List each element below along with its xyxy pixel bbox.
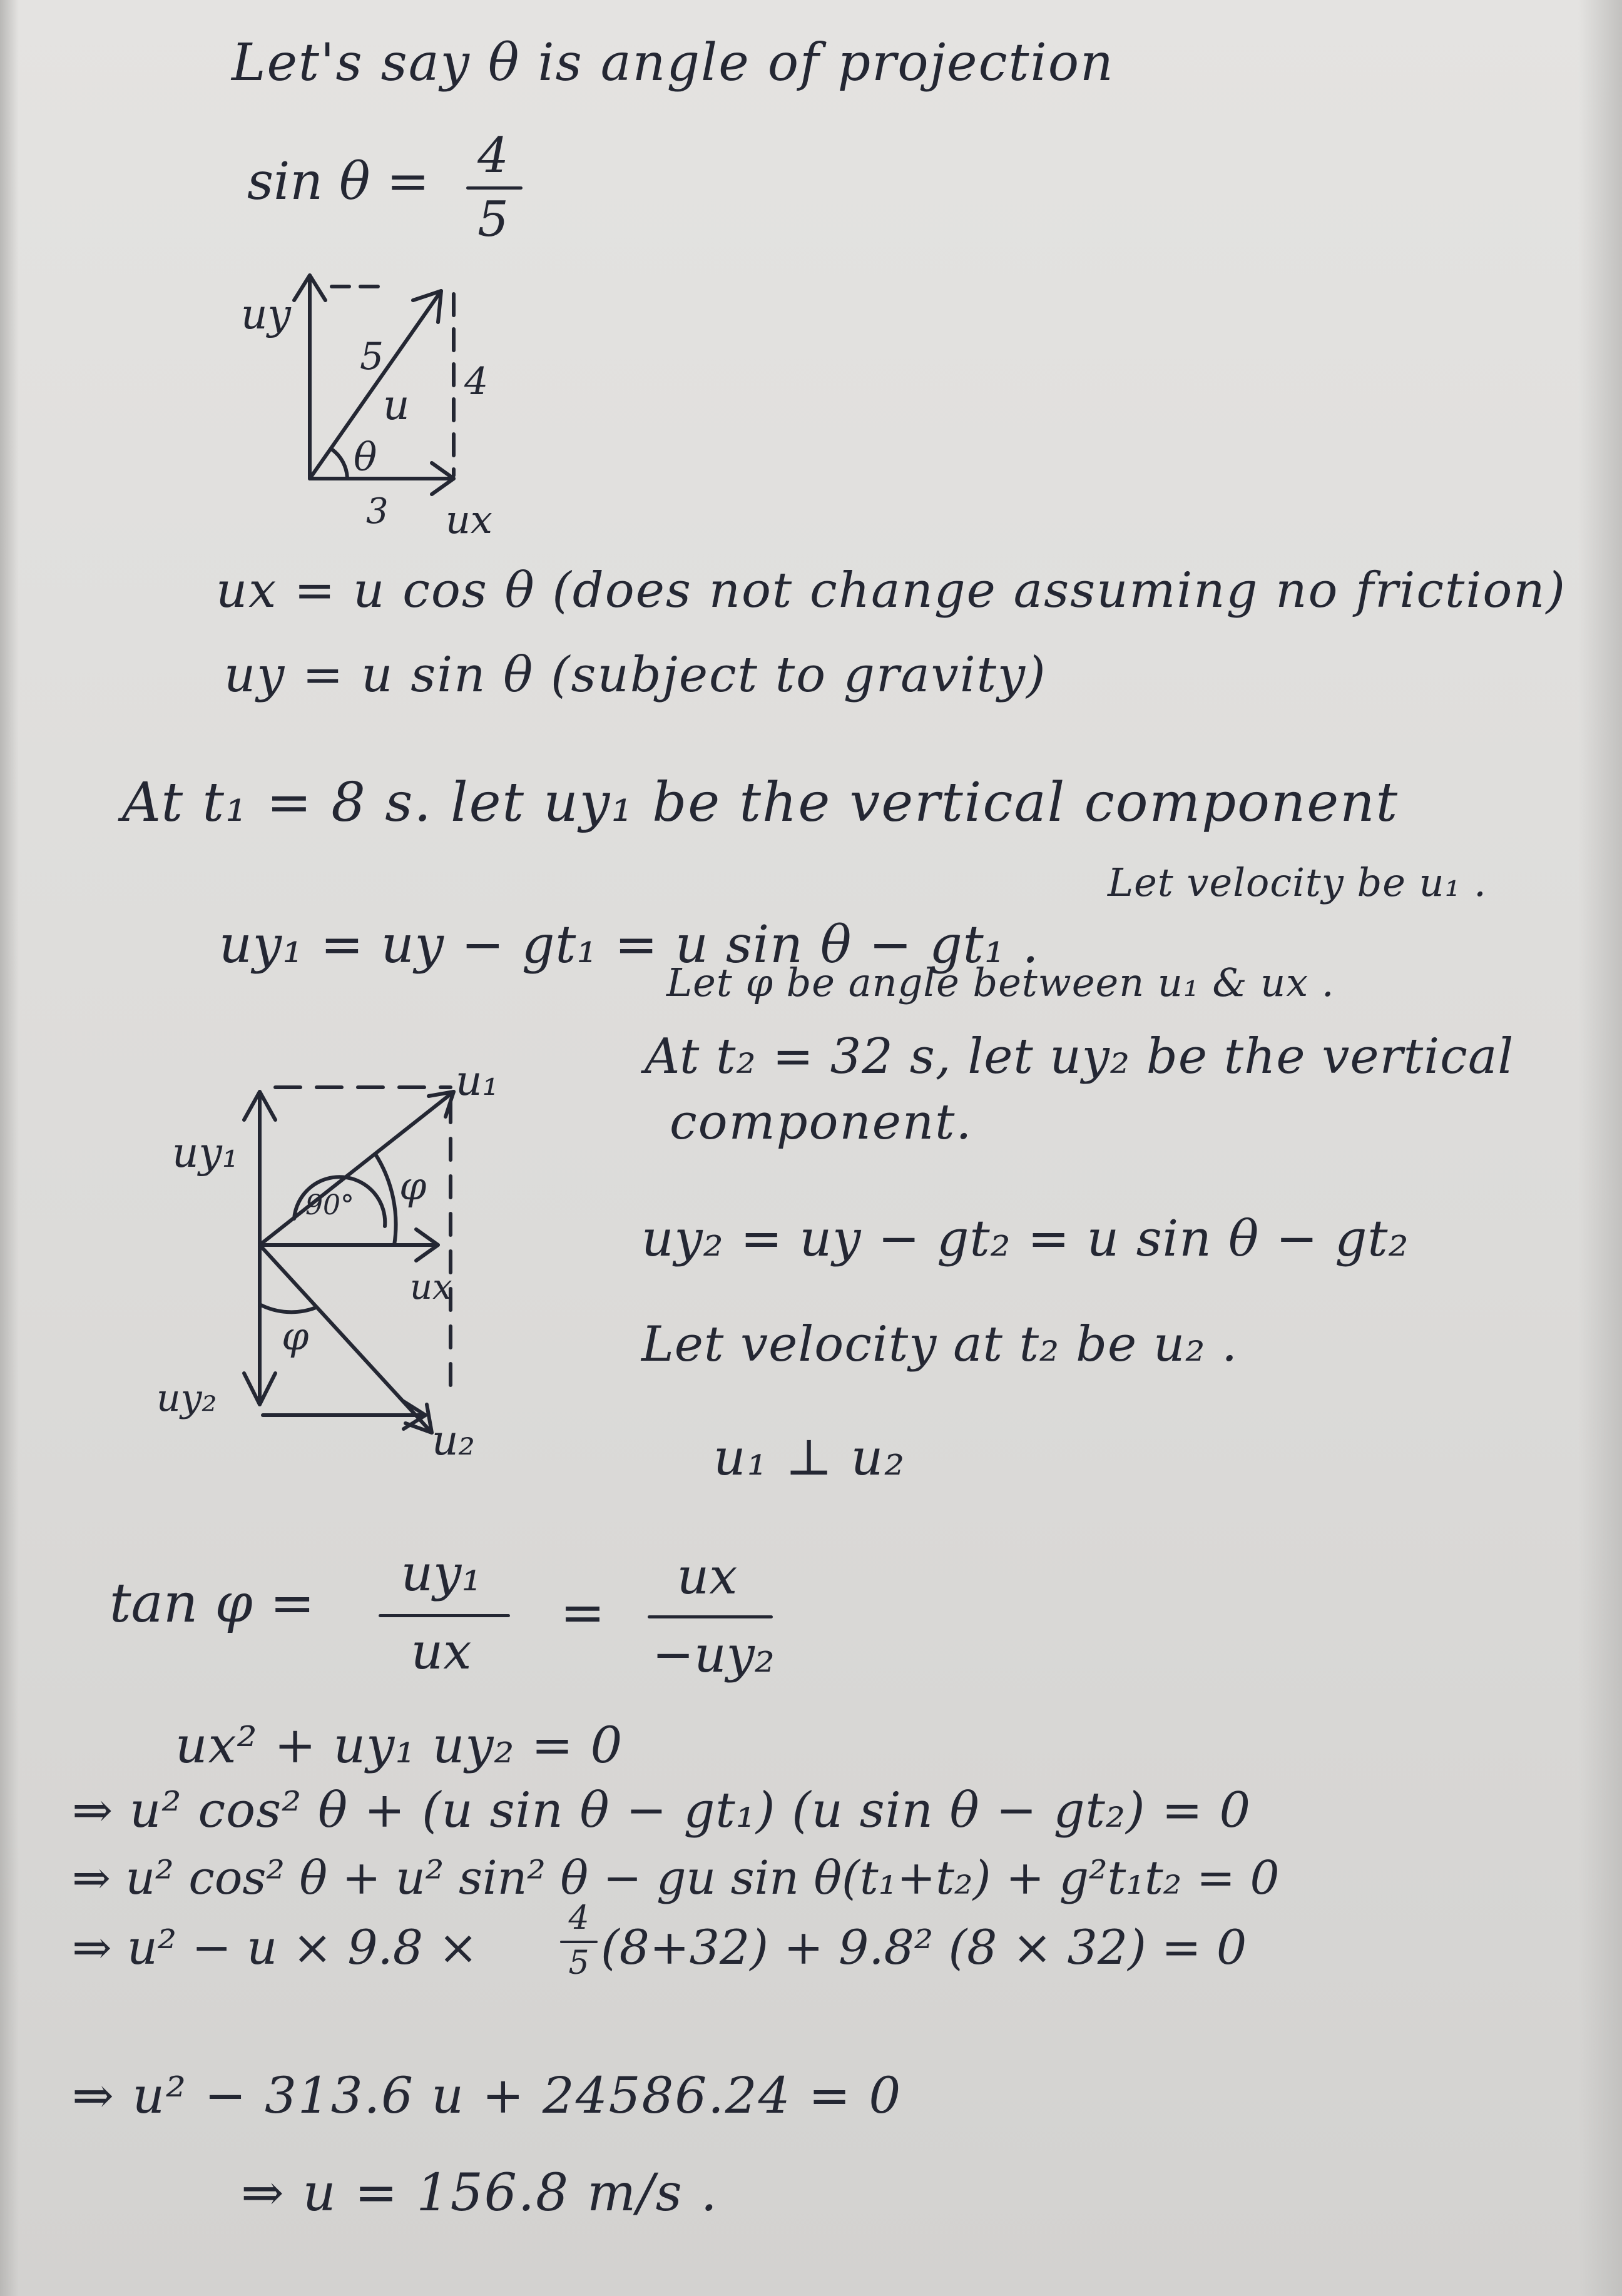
t2-statement-line1: At t₂ = 32 s, let uy₂ be the vertical [645, 1029, 1514, 1085]
tan-equals-sign: = [560, 1582, 606, 1644]
ux-component-line: ux = u cos θ (does not change assuming no friction) [216, 562, 1566, 619]
velocity-label-uy2: uy₂ [156, 1376, 217, 1420]
velocity-label-phi-bottom: φ [282, 1313, 309, 1359]
t2-statement-line2: component. [670, 1094, 973, 1151]
tan-phi-lhs: tan φ = [110, 1572, 315, 1635]
velocity-label-u2: u₂ [432, 1416, 475, 1465]
velocity-label-u1: u₁ [456, 1057, 499, 1105]
solution-step-4-left: ⇒ u² − u × 9.8 × [72, 1919, 478, 1975]
tan-frac1-numerator: uy₁ [400, 1544, 482, 1602]
phi-angle-note: Let φ be angle between u₁ & ux . [666, 960, 1335, 1005]
velocity-label-90: 90° [305, 1189, 354, 1221]
velocity-u2-note: Let velocity at t₂ be u₂ . [641, 1316, 1238, 1373]
solution-step-3: ⇒ u² cos² θ + u² sin² θ − gu sin θ(t₁+t₂) + g²t₁t₂ = 0 [72, 1851, 1280, 1905]
uy1-equation: uy₁ = uy − gt₁ = u sin θ − gt₁ . [219, 915, 1039, 975]
tan-frac2-numerator: ux [676, 1547, 738, 1605]
velocity-label-uy1: uy₁ [172, 1129, 239, 1177]
solution-step-4-right: (8+32) + 9.8² (8 × 32) = 0 [601, 1919, 1247, 1975]
tan-frac2-denominator: −uy₂ [652, 1625, 775, 1684]
solution-step-1: ux² + uy₁ uy₂ = 0 [175, 1716, 623, 1774]
triangle-label-vertical: 4 [464, 360, 489, 404]
velocity-label-ux: ux [410, 1267, 452, 1308]
tan-frac1-denominator: ux [411, 1622, 472, 1680]
sin-theta-numerator: 4 [477, 128, 509, 184]
solution-step-4-numerator: 4 [568, 1899, 589, 1937]
tan-frac1-bar [379, 1614, 510, 1617]
solution-answer: ⇒ u = 156.8 m/s . [241, 2163, 718, 2223]
velocity-label-phi-top: φ [399, 1163, 427, 1209]
sin-theta-denominator: 5 [477, 191, 509, 248]
uy-component-line: uy = u sin θ (subject to gravity) [224, 647, 1047, 703]
solution-step-2: ⇒ u² cos² θ + (u sin θ − gt₁) (u sin θ − gt₂) = 0 [72, 1782, 1252, 1839]
triangle-label-ux: ux [446, 497, 492, 542]
velocity-u1-note: Let velocity be u₁ . [1108, 860, 1487, 905]
sin-theta-lhs: sin θ = [247, 152, 430, 211]
phi-bottom-arc [260, 1304, 316, 1312]
triangle-label-hypotenuse: 5 [360, 335, 384, 378]
perpendicular-statement: u₁ ⊥ u₂ [713, 1428, 906, 1486]
solution-step-4-denominator: 5 [568, 1944, 589, 1982]
triangle-label-base: 3 [366, 491, 389, 532]
uy2-equation: uy₂ = uy − gt₂ = u sin θ − gt₂ [641, 1209, 1409, 1267]
triangle-label-theta: θ [354, 434, 377, 480]
intro-line: Let's say θ is angle of projection [232, 33, 1114, 93]
solution-step-4-bar [560, 1941, 598, 1943]
triangle-label-uy: uy [241, 290, 291, 338]
triangle-label-u: u [383, 381, 410, 429]
solution-step-5: ⇒ u² − 313.6 u + 24586.24 = 0 [72, 2066, 902, 2125]
t1-statement: At t₁ = 8 s. let uy₁ be the vertical component [122, 771, 1399, 834]
tan-frac2-bar [648, 1615, 773, 1618]
